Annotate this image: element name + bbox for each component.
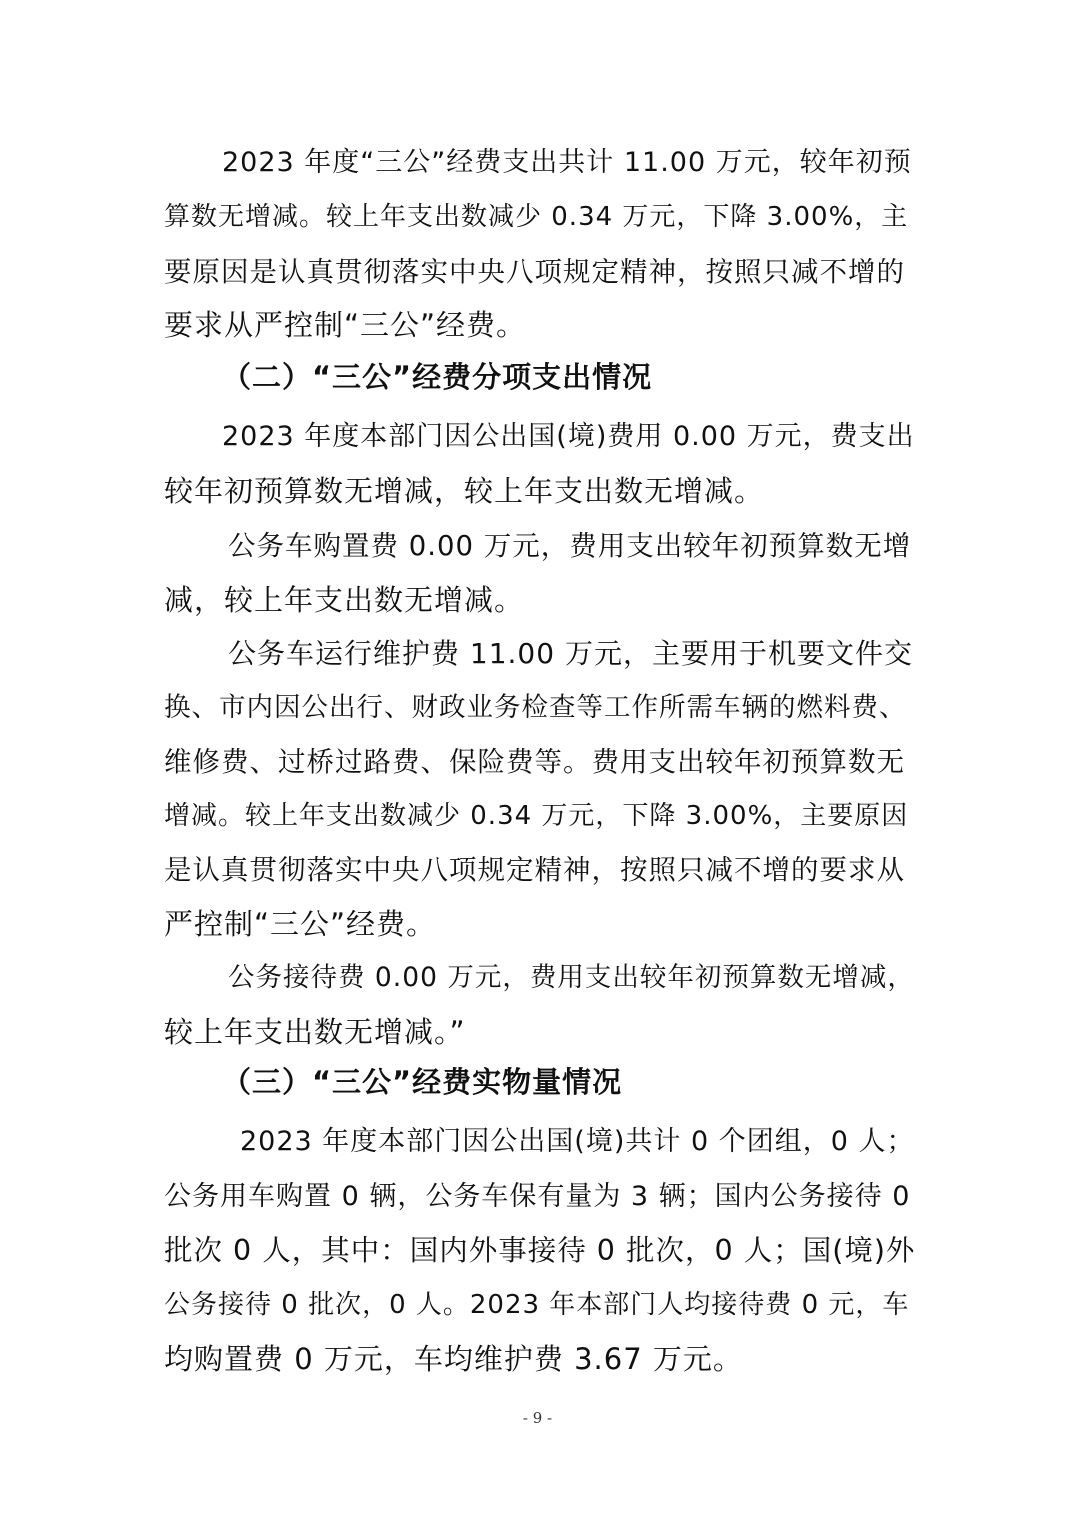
body-text-line: 要求从严控制“三公”经费。 — [164, 308, 527, 342]
section-heading-2: （二）“三公”经费分项支出情况 — [222, 360, 653, 394]
body-text-line: 维修费、过桥过路费、保险费等。费用支出较年初预算数无 — [164, 746, 905, 778]
body-text-line: 算数无增减。较上年支出数减少 0.34 万元，下降 3.00%，主 — [164, 202, 909, 232]
body-text-line: 2023 年度本部门因公出国(境)共计 0 个团组，0 人； — [240, 1126, 915, 1157]
body-text-line: 严控制“三公”经费。 — [164, 907, 437, 941]
body-text-line: 2023 年度“三公”经费支出共计 11.00 万元，较年初预 — [222, 147, 912, 178]
body-text-line: 增减。较上年支出数减少 0.34 万元，下降 3.00%，主要原因 — [164, 801, 909, 831]
body-text-line: 要原因是认真贯彻落实中央八项规定精神，按照只减不增的 — [164, 256, 905, 288]
body-text-line: 公务接待 0 批次，0 人。2023 年本部门人均接待费 0 元，车 — [164, 1290, 910, 1320]
section-heading-3: （三）“三公”经费实物量情况 — [222, 1065, 623, 1099]
page-number: - 9 - — [522, 1409, 553, 1427]
body-text-line: 公务接待费 0.00 万元，费用支出较年初预算数无增减， — [228, 962, 915, 993]
body-text-line: 公务车购置费 0.00 万元，费用支出较年初预算数无增 — [228, 530, 912, 562]
body-text-line: 换、市内因公出行、财政业务检查等工作所需车辆的燃料费、 — [164, 692, 907, 723]
body-text-line: 是认真贯彻落实中央八项规定精神，按照只减不增的要求从 — [164, 854, 905, 886]
body-text-line: 均购置费 0 万元，车均维护费 3.67 万元。 — [164, 1342, 743, 1376]
body-text-line: 公务用车购置 0 辆，公务车保有量为 3 辆；国内公务接待 0 — [164, 1181, 911, 1212]
body-text-line: 批次 0 人，其中：国内外事接待 0 批次，0 人；国(境)外 — [164, 1234, 916, 1267]
body-text-line: 较年初预算数无增减，较上年支出数无增减。 — [164, 474, 765, 508]
body-text-line: 减，较上年支出数无增减。 — [164, 583, 525, 617]
body-text-line: 较上年支出数无增减。” — [164, 1015, 466, 1049]
body-text-line: 2023 年度本部门因公出国(境)费用 0.00 万元，费支出 — [222, 421, 915, 452]
body-text-line: 公务车运行维护费 11.00 万元，主要用于机要文件交 — [228, 637, 913, 670]
